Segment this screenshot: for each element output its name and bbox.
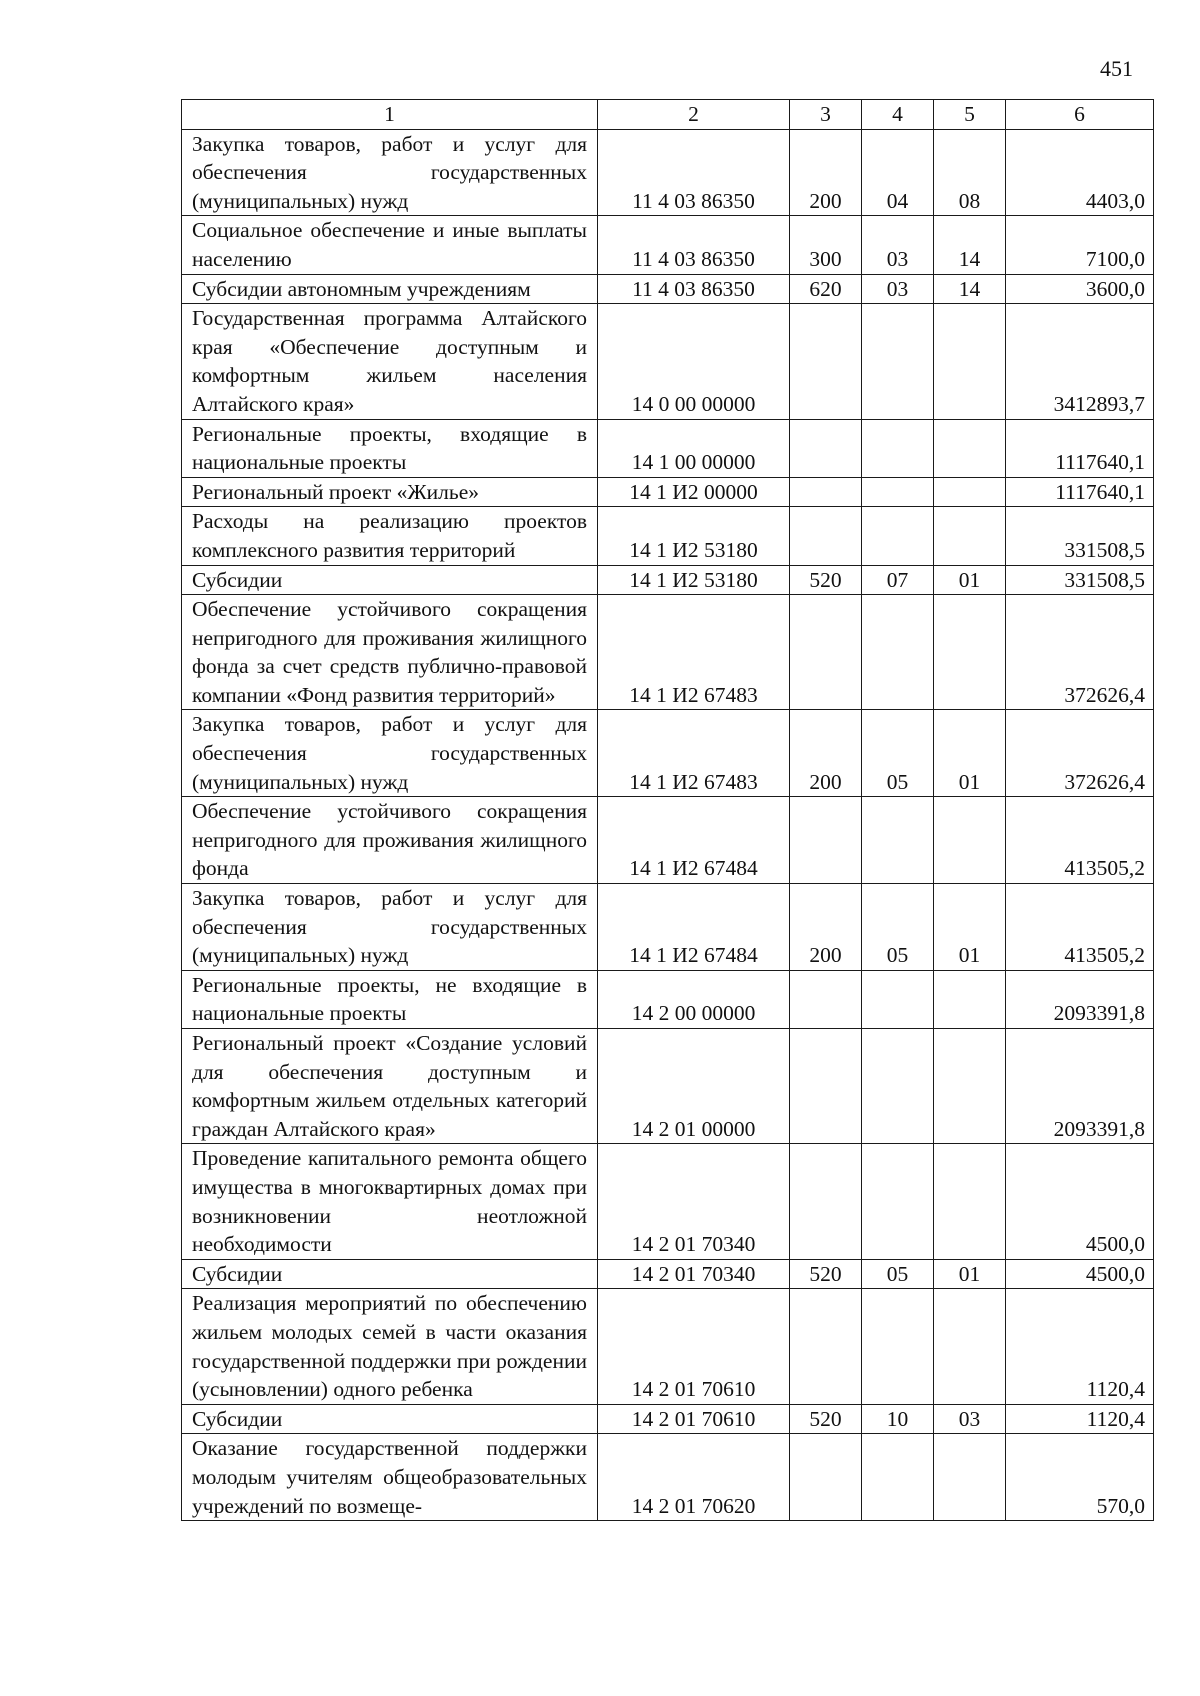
header-row [182, 100, 1154, 130]
table-row [182, 565, 1154, 595]
cell-name: Закупка товаров, работ и услуг для обеспечения государственных (муниципальных) нужд [182, 710, 598, 797]
budget-table [181, 99, 1154, 1521]
table-row [182, 884, 1154, 971]
cell-amount: 1117640,1 [1006, 419, 1154, 477]
cell-subsection [934, 1144, 1006, 1259]
cell-subsection: 01 [934, 710, 1006, 797]
table-row [182, 1029, 1154, 1144]
cell-name: Расходы на реализацию проектов комплексного развития территорий [182, 507, 598, 565]
cell-amount: 4500,0 [1006, 1144, 1154, 1259]
cell-name: Субсидии [182, 565, 598, 595]
cell-target-code: 14 1 И2 00000 [598, 477, 790, 507]
cell-expense-type [790, 797, 862, 884]
cell-name: Региональные проекты, не входящие в национальные проекты [182, 970, 598, 1028]
cell-target-code: 14 2 01 70340 [598, 1259, 790, 1289]
cell-expense-type [790, 477, 862, 507]
cell-subsection [934, 797, 1006, 884]
cell-expense-type [790, 304, 862, 419]
cell-target-code: 14 2 01 70620 [598, 1434, 790, 1521]
cell-name: Субсидии [182, 1404, 598, 1434]
cell-section [862, 1029, 934, 1144]
cell-name: Субсидии [182, 1259, 598, 1289]
table-row [182, 304, 1154, 419]
cell-expense-type [790, 970, 862, 1028]
cell-target-code: 11 4 03 86350 [598, 216, 790, 274]
cell-target-code: 14 1 И2 67483 [598, 595, 790, 710]
cell-target-code: 14 1 00 00000 [598, 419, 790, 477]
cell-name: Реализация мероприятий по обеспечению жильем молодых семей в части оказания государственной поддержки при рождении (усыновлении) одного ребенка [182, 1289, 598, 1404]
cell-expense-type [790, 1434, 862, 1521]
cell-name: Закупка товаров, работ и услуг для обеспечения государственных (муниципальных) нужд [182, 129, 598, 216]
table-row [182, 1404, 1154, 1434]
table-row [182, 1434, 1154, 1521]
cell-subsection [934, 1029, 1006, 1144]
cell-expense-type: 200 [790, 129, 862, 216]
header-cell-2: 2 [598, 100, 790, 130]
table-row [182, 1289, 1154, 1404]
table-body [182, 129, 1154, 1521]
table-row [182, 419, 1154, 477]
cell-subsection [934, 304, 1006, 419]
header-cell-1: 1 [182, 100, 598, 130]
table-row [182, 129, 1154, 216]
cell-name: Субсидии автономным учреждениям [182, 274, 598, 304]
cell-subsection: 01 [934, 884, 1006, 971]
cell-amount: 3412893,7 [1006, 304, 1154, 419]
cell-subsection [934, 970, 1006, 1028]
cell-target-code: 14 1 И2 53180 [598, 507, 790, 565]
cell-name: Оказание государственной поддержки молодым учителям общеобразовательных учреждений по возмеще- [182, 1434, 598, 1521]
cell-name: Обеспечение устойчивого сокращения непригодного для проживания жилищного фонда за счет средств публично-правовой компании «Фонд развития территорий» [182, 595, 598, 710]
header-cell-6: 6 [1006, 100, 1154, 130]
cell-section: 07 [862, 565, 934, 595]
cell-expense-type: 620 [790, 274, 862, 304]
header-cell-5: 5 [934, 100, 1006, 130]
cell-amount: 331508,5 [1006, 565, 1154, 595]
cell-amount: 4500,0 [1006, 1259, 1154, 1289]
cell-amount: 413505,2 [1006, 797, 1154, 884]
cell-name: Государственная программа Алтайского края «Обеспечение доступным и комфортным жильем населения Алтайского края» [182, 304, 598, 419]
cell-amount: 372626,4 [1006, 595, 1154, 710]
cell-section: 03 [862, 216, 934, 274]
cell-target-code: 14 1 И2 67484 [598, 884, 790, 971]
page-number: 451 [1100, 56, 1133, 81]
cell-section: 05 [862, 710, 934, 797]
cell-section [862, 304, 934, 419]
cell-expense-type [790, 1029, 862, 1144]
cell-expense-type [790, 1144, 862, 1259]
cell-amount: 570,0 [1006, 1434, 1154, 1521]
cell-section [862, 1289, 934, 1404]
cell-name: Региональный проект «Создание условий для обеспечения доступным и комфортным жильем отдельных категорий граждан Алтайского края» [182, 1029, 598, 1144]
table-row [182, 507, 1154, 565]
cell-amount: 372626,4 [1006, 710, 1154, 797]
cell-expense-type: 520 [790, 565, 862, 595]
header-cell-4: 4 [862, 100, 934, 130]
cell-target-code: 14 2 01 70610 [598, 1404, 790, 1434]
cell-expense-type [790, 595, 862, 710]
cell-section [862, 797, 934, 884]
cell-subsection: 01 [934, 565, 1006, 595]
table-row [182, 595, 1154, 710]
header-cell-3: 3 [790, 100, 862, 130]
cell-section [862, 1144, 934, 1259]
cell-subsection [934, 595, 1006, 710]
table-row [182, 797, 1154, 884]
cell-subsection: 14 [934, 216, 1006, 274]
cell-target-code: 14 1 И2 67484 [598, 797, 790, 884]
cell-amount: 1120,4 [1006, 1289, 1154, 1404]
cell-amount: 1120,4 [1006, 1404, 1154, 1434]
cell-target-code: 14 2 01 00000 [598, 1029, 790, 1144]
cell-expense-type: 200 [790, 710, 862, 797]
cell-expense-type [790, 507, 862, 565]
cell-target-code: 14 0 00 00000 [598, 304, 790, 419]
cell-name: Региональный проект «Жилье» [182, 477, 598, 507]
cell-amount: 7100,0 [1006, 216, 1154, 274]
cell-section: 03 [862, 274, 934, 304]
cell-subsection [934, 1434, 1006, 1521]
cell-section: 04 [862, 129, 934, 216]
cell-amount: 1117640,1 [1006, 477, 1154, 507]
cell-section [862, 477, 934, 507]
cell-section [862, 419, 934, 477]
cell-section: 10 [862, 1404, 934, 1434]
cell-name: Обеспечение устойчивого сокращения непригодного для проживания жилищного фонда [182, 797, 598, 884]
cell-amount: 4403,0 [1006, 129, 1154, 216]
cell-amount: 2093391,8 [1006, 1029, 1154, 1144]
cell-amount: 3600,0 [1006, 274, 1154, 304]
table-row [182, 970, 1154, 1028]
cell-name: Социальное обеспечение и иные выплаты населению [182, 216, 598, 274]
cell-subsection [934, 419, 1006, 477]
cell-subsection: 03 [934, 1404, 1006, 1434]
cell-amount: 413505,2 [1006, 884, 1154, 971]
cell-section: 05 [862, 884, 934, 971]
cell-subsection [934, 507, 1006, 565]
table-row [182, 274, 1154, 304]
table-row [182, 216, 1154, 274]
cell-expense-type: 520 [790, 1404, 862, 1434]
table-row [182, 1144, 1154, 1259]
cell-section [862, 1434, 934, 1521]
cell-target-code: 14 1 И2 67483 [598, 710, 790, 797]
cell-target-code: 14 2 01 70340 [598, 1144, 790, 1259]
cell-subsection: 14 [934, 274, 1006, 304]
cell-expense-type: 300 [790, 216, 862, 274]
cell-section [862, 595, 934, 710]
cell-target-code: 11 4 03 86350 [598, 274, 790, 304]
cell-subsection: 01 [934, 1259, 1006, 1289]
cell-expense-type [790, 1289, 862, 1404]
cell-expense-type [790, 419, 862, 477]
cell-subsection [934, 477, 1006, 507]
cell-amount: 331508,5 [1006, 507, 1154, 565]
cell-target-code: 14 2 00 00000 [598, 970, 790, 1028]
cell-section [862, 507, 934, 565]
table-header [182, 100, 1154, 130]
cell-expense-type: 520 [790, 1259, 862, 1289]
cell-subsection: 08 [934, 129, 1006, 216]
cell-target-code: 14 2 01 70610 [598, 1289, 790, 1404]
table-row [182, 477, 1154, 507]
cell-name: Региональные проекты, входящие в национальные проекты [182, 419, 598, 477]
cell-target-code: 14 1 И2 53180 [598, 565, 790, 595]
cell-section [862, 970, 934, 1028]
cell-target-code: 11 4 03 86350 [598, 129, 790, 216]
table-row [182, 1259, 1154, 1289]
cell-section: 05 [862, 1259, 934, 1289]
cell-expense-type: 200 [790, 884, 862, 971]
table-row [182, 710, 1154, 797]
cell-amount: 2093391,8 [1006, 970, 1154, 1028]
cell-subsection [934, 1289, 1006, 1404]
cell-name: Проведение капитального ремонта общего имущества в многоквартирных домах при возникновении неотложной необходимости [182, 1144, 598, 1259]
cell-name: Закупка товаров, работ и услуг для обеспечения государственных (муниципальных) нужд [182, 884, 598, 971]
